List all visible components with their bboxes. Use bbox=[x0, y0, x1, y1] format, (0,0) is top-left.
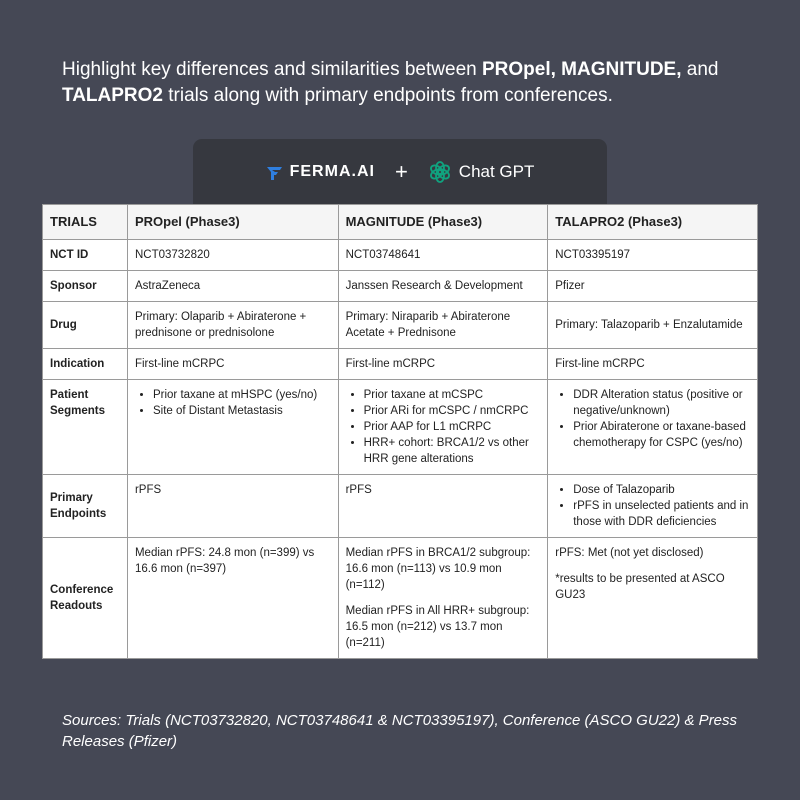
chatgpt-logo-icon bbox=[428, 160, 452, 184]
heading-bold-trials: PROpel, MAGNITUDE, bbox=[481, 59, 682, 80]
chatgpt-brand bbox=[428, 160, 535, 184]
list-item: • HRR+ cohort: BRCA1/2 vs other HRR gene alterations bbox=[364, 435, 541, 467]
chatgpt-name: Chat GPT bbox=[458, 162, 535, 181]
list-item: • Prior taxane at mHSPC (yes/no) bbox=[153, 387, 331, 403]
row-patient-segments bbox=[43, 380, 758, 475]
readout-text: Median rPFS in BRCA1/2 subgroup: 16.6 mon (n=113) vs 10.9 mon (n=112) bbox=[345, 547, 531, 591]
readout-text: rPFS: Met (not yet disclosed) bbox=[555, 547, 704, 559]
cell-talapro2: NCT03395197 bbox=[548, 240, 758, 271]
heading-text: and bbox=[681, 59, 719, 80]
cell-talapro2 bbox=[548, 380, 758, 475]
page-heading bbox=[62, 57, 762, 109]
header-trials: TRIALS bbox=[43, 205, 128, 240]
cell-magnitude: Janssen Research & Development bbox=[338, 271, 548, 302]
row-label: Conference Readouts bbox=[43, 538, 128, 659]
readout-note: *results to be presented at ASCO GU23 bbox=[555, 573, 725, 601]
readout-text: Median rPFS: 24.8 mon (n=399) vs 16.6 mon (n=397) bbox=[134, 547, 315, 575]
row-conference-readouts bbox=[43, 538, 758, 659]
cell-talapro2: Primary: Talazoparib + Enzalutamide bbox=[548, 302, 758, 349]
row-primary-endpoints bbox=[43, 475, 758, 538]
bullet-list bbox=[346, 387, 541, 467]
list-item: • Prior taxane at mCSPC bbox=[364, 387, 541, 403]
ferma-brand bbox=[266, 163, 375, 181]
header-talapro2: TALAPRO2 (Phase3) bbox=[548, 205, 758, 240]
heading-bold-talapro: TALAPRO2 bbox=[62, 85, 163, 106]
cell-propel bbox=[127, 380, 338, 475]
cell-talapro2: Pfizer bbox=[548, 271, 758, 302]
row-indication bbox=[43, 349, 758, 380]
list-item: • Prior Abiraterone or taxane-based chemotherapy for CSPC (yes/no) bbox=[573, 419, 750, 451]
row-label: Patient Segments bbox=[43, 380, 128, 475]
row-label: NCT ID bbox=[43, 240, 128, 271]
trials-table-wrap bbox=[42, 204, 758, 659]
cell-talapro2 bbox=[548, 538, 758, 659]
cell-magnitude: Primary: Niraparib + Abiraterone Acetate + Prednisone bbox=[338, 302, 548, 349]
header-magnitude: MAGNITUDE (Phase3) bbox=[338, 205, 548, 240]
list-item: • Dose of Talazoparib bbox=[573, 482, 750, 498]
cell-propel: First-line mCRPC bbox=[127, 349, 338, 380]
header-propel: PROpel (Phase3) bbox=[127, 205, 338, 240]
plus-sign: + bbox=[394, 159, 408, 184]
row-nct-id bbox=[43, 240, 758, 271]
cell-propel: rPFS bbox=[127, 475, 338, 538]
list-item: • Site of Distant Metastasis bbox=[153, 403, 331, 419]
trials-table bbox=[42, 204, 758, 659]
cell-magnitude: NCT03748641 bbox=[338, 240, 548, 271]
cell-propel: Primary: Olaparib + Abiraterone + prednisone or prednisolone bbox=[127, 302, 338, 349]
cell-propel bbox=[127, 538, 338, 659]
cell-magnitude: First-line mCRPC bbox=[338, 349, 548, 380]
readout-text: Median rPFS in All HRR+ subgroup: 16.5 mon (n=212) vs 13.7 mon (n=211) bbox=[345, 605, 530, 649]
cell-magnitude bbox=[338, 538, 548, 659]
list-item: • rPFS in unselected patients and in those with DDR deficiencies bbox=[573, 498, 750, 530]
bullet-list bbox=[135, 387, 331, 419]
row-label: Sponsor bbox=[43, 271, 128, 302]
heading-text: Highlight key differences and similarities between bbox=[62, 59, 482, 80]
ferma-name: FERMA.AI bbox=[289, 163, 375, 180]
cell-propel: NCT03732820 bbox=[127, 240, 338, 271]
row-drug bbox=[43, 302, 758, 349]
list-item: • Prior ARi for mCSPC / nmCRPC bbox=[364, 403, 541, 419]
row-label: Indication bbox=[43, 349, 128, 380]
brand-bar bbox=[193, 139, 607, 205]
heading-text: trials along with primary endpoints from conferences. bbox=[162, 85, 613, 106]
cell-magnitude bbox=[338, 380, 548, 475]
row-label: Drug bbox=[43, 302, 128, 349]
bullet-list bbox=[555, 387, 750, 451]
header-row bbox=[43, 205, 758, 240]
cell-talapro2: First-line mCRPC bbox=[548, 349, 758, 380]
bullet-list bbox=[555, 482, 750, 530]
cell-talapro2 bbox=[548, 475, 758, 538]
list-item: • Prior AAP for L1 mCRPC bbox=[364, 419, 541, 435]
cell-propel: AstraZeneca bbox=[127, 271, 338, 302]
sources-footnote: Sources: Trials (NCT03732820, NCT03748641 & NCT03395197), Conference (ASCO GU22) & Press Releases (Pfizer) bbox=[62, 712, 738, 750]
row-label: Primary Endpoints bbox=[43, 475, 128, 538]
cell-magnitude: rPFS bbox=[338, 475, 548, 538]
ferma-logo-icon bbox=[266, 163, 284, 181]
list-item: • DDR Alteration status (positive or negative/unknown) bbox=[573, 387, 750, 419]
row-sponsor bbox=[43, 271, 758, 302]
